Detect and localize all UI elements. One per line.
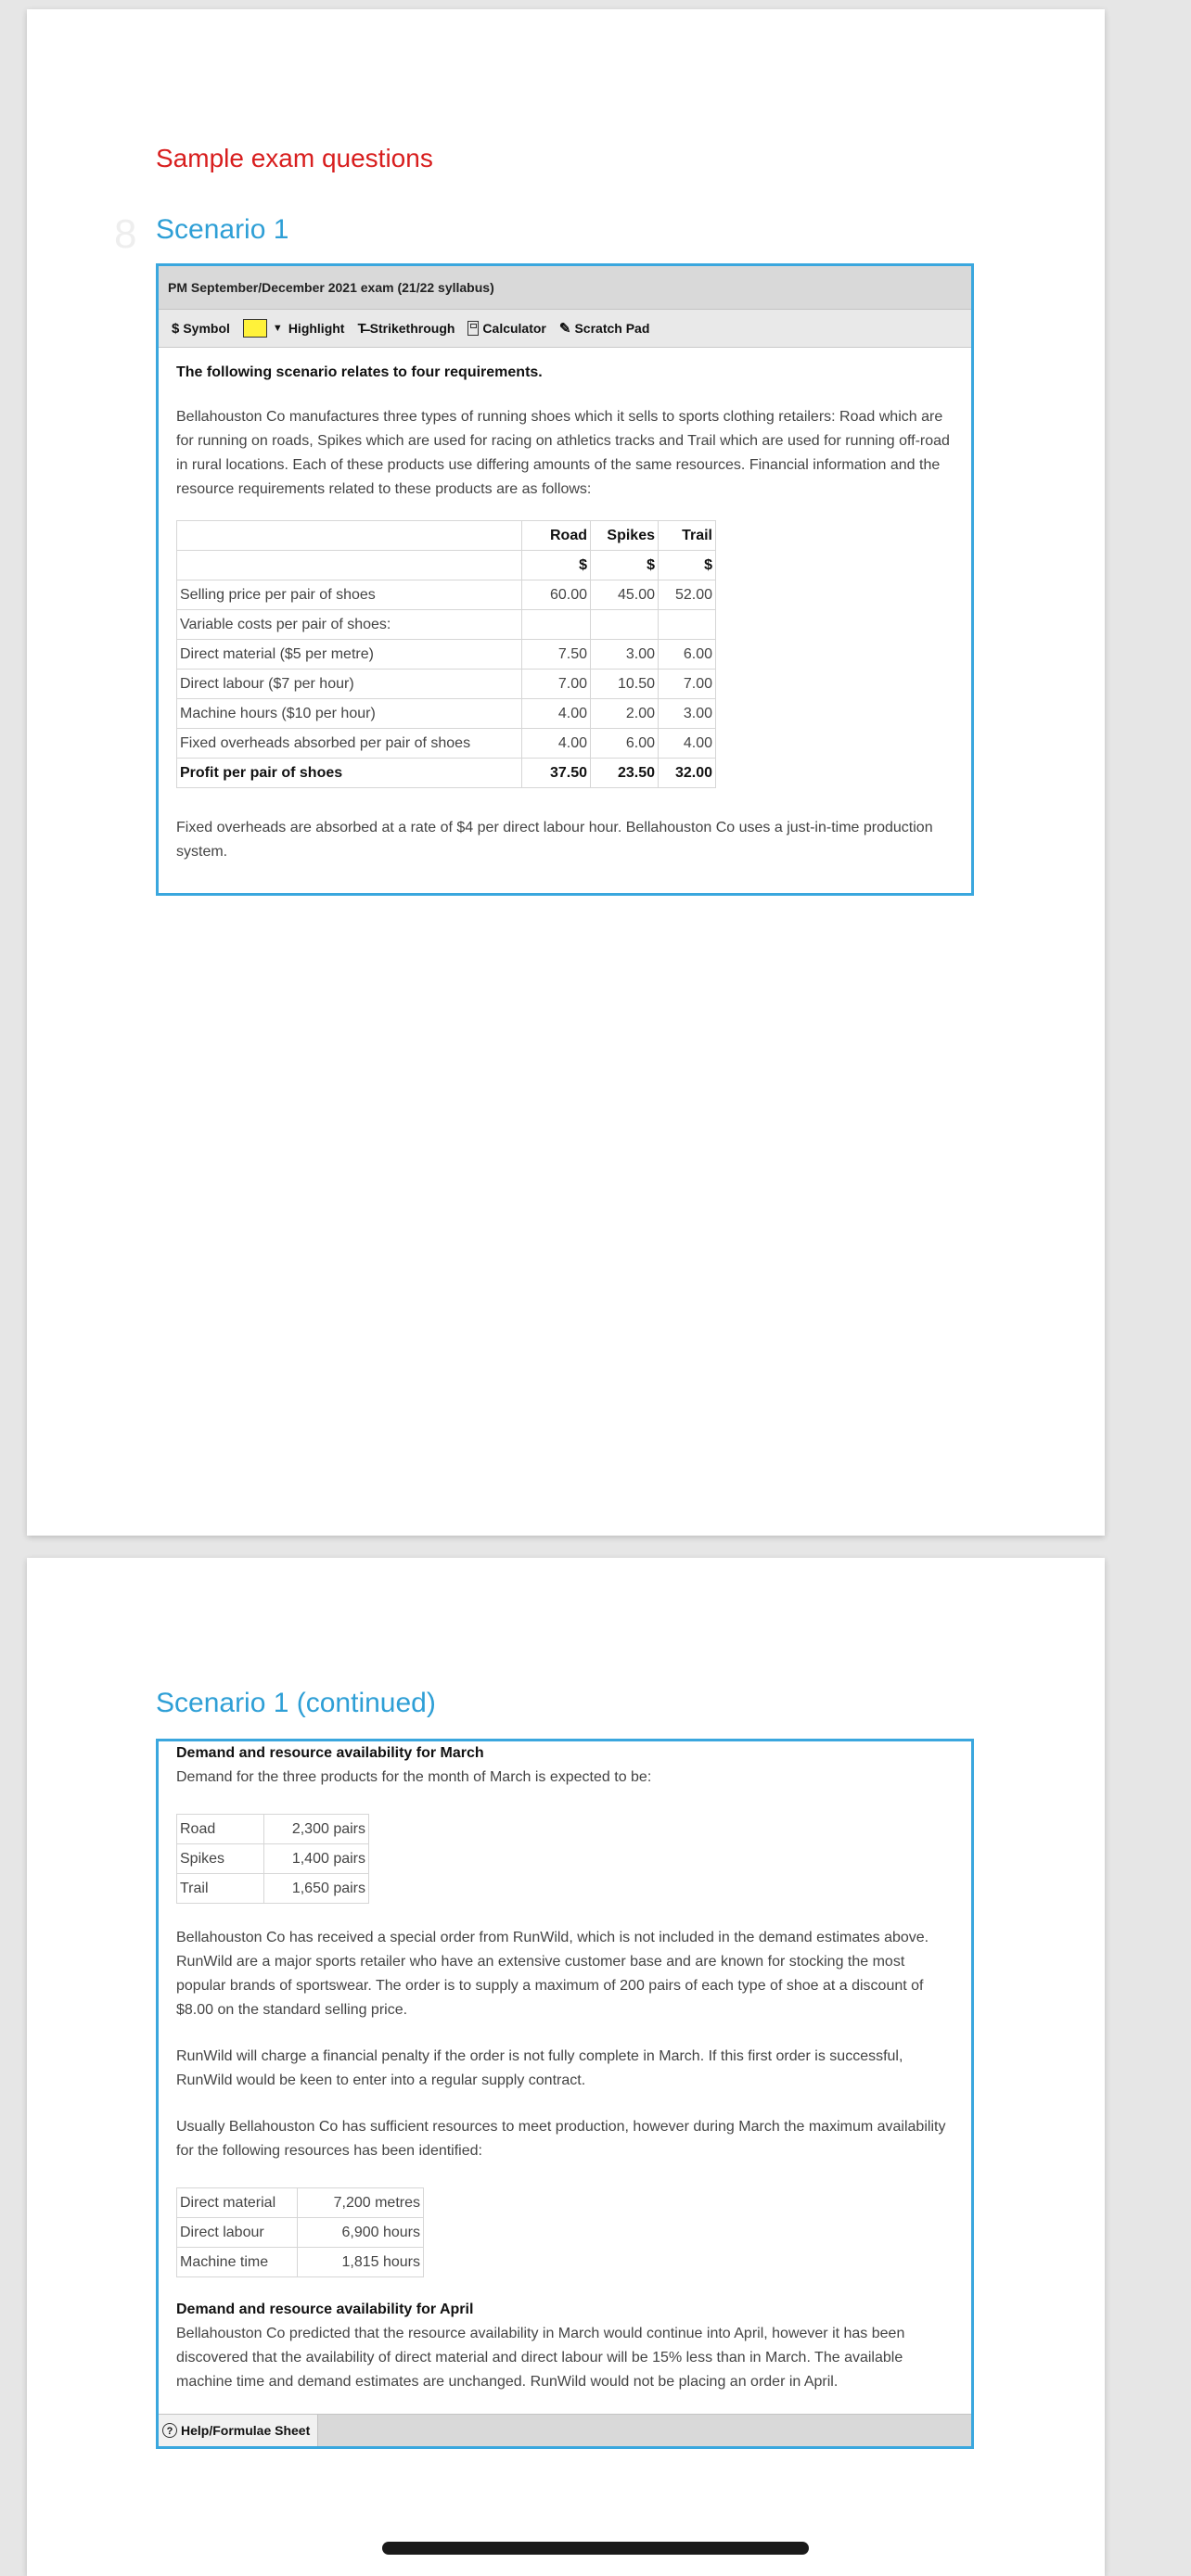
table-cell: Road — [177, 1815, 264, 1844]
table-cell: Fixed overheads absorbed per pair of shoes — [177, 729, 522, 759]
table-cell: Machine hours ($10 per hour) — [177, 699, 522, 729]
help-icon: ? — [162, 2423, 177, 2438]
table-cell: 52.00 — [659, 580, 716, 610]
table-header-cell — [177, 521, 522, 551]
strikethrough-icon: T̶ — [357, 320, 366, 337]
table-row — [177, 1874, 369, 1904]
table-cell: 32.00 — [659, 759, 716, 788]
highlight-color-swatch[interactable] — [243, 319, 267, 338]
table-cell: 2.00 — [591, 699, 659, 729]
table-cell: 23.50 — [591, 759, 659, 788]
april-paragraph: Bellahouston Co predicted that the resource availability in March would continue into April, however it has been discovered that the availability of direct material and direct labour will be 15% less than in March. The available machine time and demand estimates are unchanged. RunWild would not be placing an order in April. — [176, 2326, 905, 2390]
table-cell: 3.00 — [591, 640, 659, 670]
scratch-pad-button[interactable] — [559, 320, 650, 337]
document-page-1 — [27, 9, 1105, 1536]
table-cell: Machine time — [177, 2248, 298, 2277]
demand-table — [176, 1814, 369, 1904]
exam-question-panel — [156, 263, 974, 896]
table-header-cell: Spikes — [591, 521, 659, 551]
resource-table — [176, 2187, 424, 2277]
table-cell: 6,900 hours — [298, 2218, 424, 2248]
table-cell — [522, 610, 591, 640]
table-cell: 1,400 pairs — [264, 1844, 369, 1874]
scratch-pad-label: Scratch Pad — [574, 321, 650, 336]
currency-row — [177, 551, 716, 580]
help-formulae-button[interactable] — [159, 2415, 318, 2446]
table-cell: 2,300 pairs — [264, 1815, 369, 1844]
april-heading: Demand and resource availability for April — [176, 2302, 474, 2317]
table-row — [177, 580, 716, 610]
pencil-icon: ✎ — [558, 321, 571, 337]
calculator-label: Calculator — [482, 321, 546, 336]
march-intro: Demand for the three products for the month of March is expected to be: — [176, 1769, 652, 1785]
table-row — [177, 670, 716, 699]
overheads-paragraph: Fixed overheads are absorbed at a rate of $4 per direct labour hour. Bellahouston Co uses a just-in-time production system. — [176, 820, 933, 860]
table-cell: 6.00 — [659, 640, 716, 670]
help-label: Help/Formulae Sheet — [181, 2423, 311, 2438]
highlight-button[interactable] — [288, 321, 345, 336]
table-cell: Profit per pair of shoes — [177, 759, 522, 788]
table-cell: Variable costs per pair of shoes: — [177, 610, 522, 640]
profit-row — [177, 759, 716, 788]
table-cell — [177, 551, 522, 580]
table-cell: Spikes — [177, 1844, 264, 1874]
toolbar — [159, 310, 971, 348]
exam-question-panel-continued — [156, 1739, 974, 2449]
exam-bar: PM September/December 2021 exam (21/22 syllabus) — [159, 266, 971, 310]
table-cell: 45.00 — [591, 580, 659, 610]
table-cell: 3.00 — [659, 699, 716, 729]
march-heading: Demand and resource availability for March — [176, 1745, 484, 1761]
symbol-button[interactable] — [172, 321, 230, 337]
table-cell: 10.50 — [591, 670, 659, 699]
table-header-row — [177, 521, 716, 551]
table-row — [177, 2218, 424, 2248]
table-cell: Selling price per pair of shoes — [177, 580, 522, 610]
highlight-label: Highlight — [288, 321, 345, 336]
table-cell: 4.00 — [659, 729, 716, 759]
table-cell — [591, 610, 659, 640]
table-cell: 1,650 pairs — [264, 1874, 369, 1904]
table-row — [177, 640, 716, 670]
calculator-icon — [467, 321, 479, 336]
table-cell: 4.00 — [522, 699, 591, 729]
table-cell: 4.00 — [522, 729, 591, 759]
help-bar — [159, 2414, 971, 2446]
scenario-content — [159, 361, 971, 864]
table-row — [177, 2248, 424, 2277]
table-cell: Direct labour — [177, 2218, 298, 2248]
table-row — [177, 729, 716, 759]
table-cell: Direct material ($5 per metre) — [177, 640, 522, 670]
table-cell: $ — [591, 551, 659, 580]
strikethrough-button[interactable] — [357, 321, 455, 337]
table-cell: 7,200 metres — [298, 2188, 424, 2218]
special-order-paragraph: Bellahouston Co has received a special order from RunWild, which is not included in the demand estimates above. RunWild are a major sports retailer who have an extensive customer base and are known for stocking the most popular brands of sportswear. The order is to supply a maximum of 200 pairs of each type of shoe at a discount of $8.00 on the standard selling price. — [176, 1930, 929, 2018]
strikethrough-label: Strikethrough — [369, 321, 455, 336]
page-number: 8 — [114, 211, 137, 257]
table-cell: 7.00 — [522, 670, 591, 699]
table-cell: 1,815 hours — [298, 2248, 424, 2277]
scenario-title: Scenario 1 — [156, 214, 289, 245]
intro-heading: The following scenario relates to four requirements. — [176, 364, 543, 380]
table-cell: 60.00 — [522, 580, 591, 610]
calculator-button[interactable] — [467, 321, 545, 336]
table-row — [177, 610, 716, 640]
symbol-label: Symbol — [183, 321, 230, 336]
table-cell: 6.00 — [591, 729, 659, 759]
table-cell: $ — [522, 551, 591, 580]
table-cell: 7.00 — [659, 670, 716, 699]
table-header-cell: Road — [522, 521, 591, 551]
dollar-icon: $ — [172, 320, 180, 337]
home-indicator[interactable] — [382, 2542, 809, 2555]
dropdown-arrow-icon[interactable]: ▼ — [272, 323, 283, 334]
document-page-2 — [27, 1558, 1105, 2576]
product-cost-table — [176, 520, 716, 788]
scenario-continued-title: Scenario 1 (continued) — [156, 1688, 436, 1718]
table-row — [177, 2188, 424, 2218]
table-cell: $ — [659, 551, 716, 580]
table-cell: Trail — [177, 1874, 264, 1904]
table-cell: 37.50 — [522, 759, 591, 788]
table-header-cell: Trail — [659, 521, 716, 551]
table-cell — [659, 610, 716, 640]
table-row — [177, 1815, 369, 1844]
table-row — [177, 699, 716, 729]
penalty-paragraph: RunWild will charge a financial penalty if the order is not fully complete in March. If this first order is successful, RunWild would be keen to enter into a regular supply contract. — [176, 2048, 903, 2088]
table-cell: Direct material — [177, 2188, 298, 2218]
table-cell: 7.50 — [522, 640, 591, 670]
scenario-paragraph: Bellahouston Co manufactures three types of running shoes which it sells to sports clothing retailers: Road which are for running on roads, Spikes which are used for racing on athletics tracks and Trail which are used for running off-road in rural locations. Each of these products use differing amounts of the same resources. Financial information and the resource requirements related to these products are as follows: — [176, 409, 950, 497]
sample-exam-title: Sample exam questions — [156, 144, 433, 172]
table-cell: Direct labour ($7 per hour) — [177, 670, 522, 699]
table-row — [177, 1844, 369, 1874]
resources-paragraph: Usually Bellahouston Co has sufficient resources to meet production, however during March the maximum availability for the following resources has been identified: — [176, 2119, 946, 2159]
scenario-content-continued — [159, 1741, 971, 2394]
